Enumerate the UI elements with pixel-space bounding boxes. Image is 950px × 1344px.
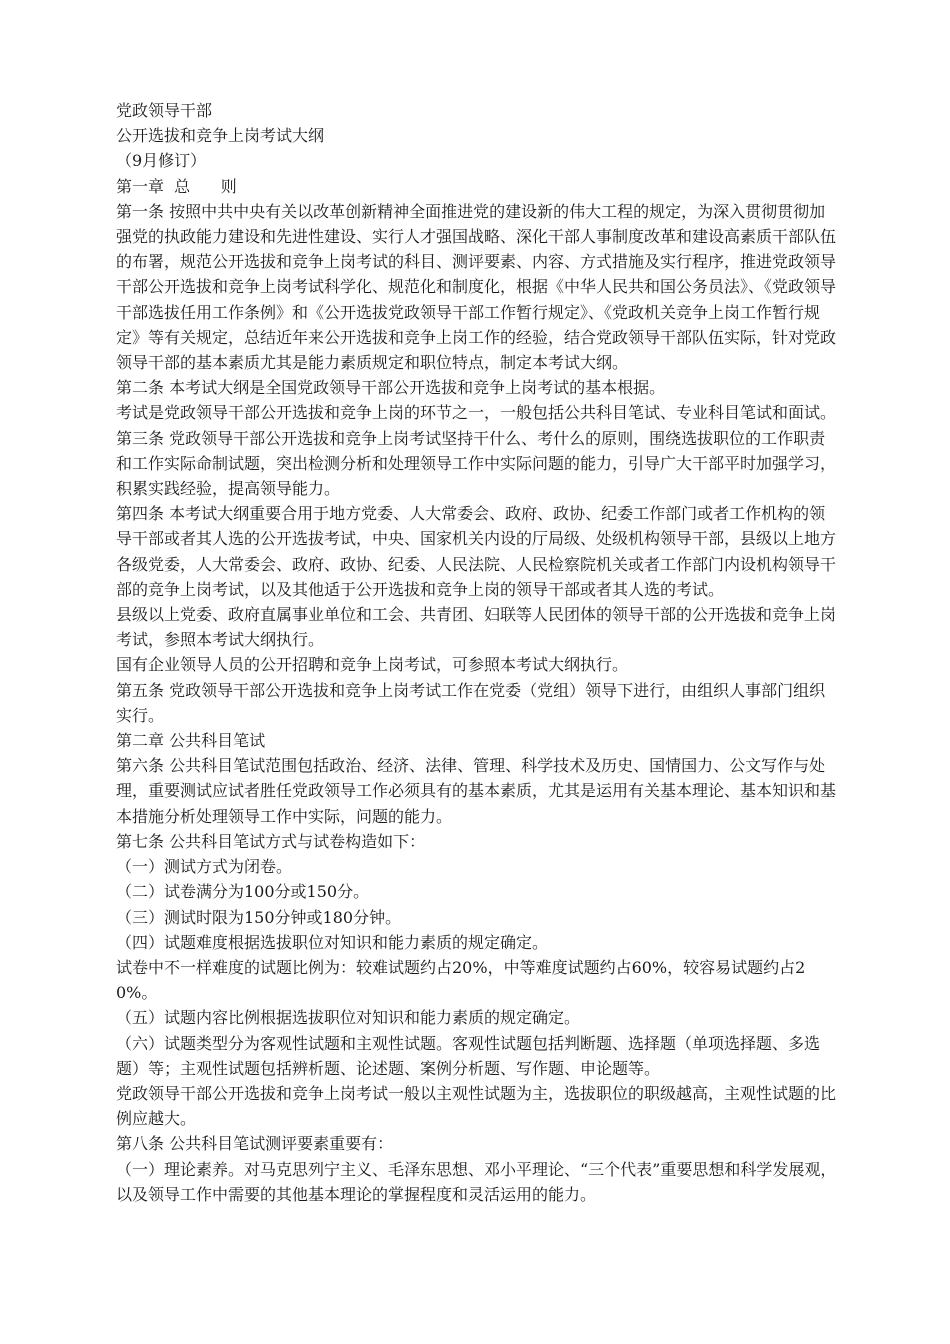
chapter-1-heading: 第一章 总 则 (116, 176, 237, 196)
document-revision-note: （9月修订） (116, 151, 207, 171)
paragraph-state-enterprise: 国有企业领导人员的公开招聘和竞争上岗考试，可参照本考试大纲执行。 (116, 655, 629, 675)
article-4: 第四条 本考试大纲重要合用于地方党委、人大常委会、政府、政协、纪委工作部门或者工作机构的领导干部或者其人选的公开选拔考试，中央、国家机关内设的厅局级、处级机构领导干部，县级以上地方各级党委，人大常委会、政府、政协、纪委、人民法院、人民检察院机关或者工作部门内设机构领导干部的竞争上岗考试，以及其他适于公开选拔和竞争上岗的领导干部或者其人选的考试。 (116, 504, 837, 599)
article-2: 第二条 本考试大纲是全国党政领导干部公开选拔和竞争上岗考试的基本根据。 (116, 378, 666, 398)
article-1: 第一条 按照中共中央有关以改革创新精神全面推进党的建设新的伟大工程的规定，为深入贯彻贯彻加强党的执政能力建设和先进性建设、实行人才强国战略、深化干部人事制度改革和建设高素质干部队伍的布署，规范公开选拔和竞争上岗考试的科目、测评要素、内容、方式措施及实行程序，推进党政领导干部公开选拔和竞争上岗考试科学化、规范化和制度化，根据《中华人民共和国公务员法》、《党政领导干部选拔任用工作条例》和《公开选拔党政领导干部工作暂行规定》、《党政机关竞争上岗工作暂行规定》等有关规定，总结近年来公开选拔和竞争上岗工作的经验，结合党政领导干部队伍实际，针对党政领导干部的基本素质尤其是能力素质规定和职位特点，制定本考试大纲。 (116, 201, 837, 373)
article-5: 第五条 党政领导干部公开选拔和竞争上岗考试工作在党委（党组）领导下进行，由组织人事部门组织实行。 (116, 680, 826, 725)
item-1-exam-method: （一）测试方式为闭卷。 (116, 857, 293, 877)
item-4-difficulty: （四）试题难度根据选拔职位对知识和能力素质的规定确定。 (116, 932, 549, 952)
paragraph-subjective-ratio: 党政领导干部公开选拔和竞争上岗考试一般以主观性试题为主，选拔职位的职级越高，主观性试题的比例应越大。 (116, 1083, 837, 1129)
paragraph-county-level: 县级以上党委、政府直属事业单位和工会、共青团、妇联等人民团体的领导干部的公开选拔和竞争上岗考试，参照本考试大纲执行。 (116, 605, 837, 650)
document-title-line-2: 公开选拔和竞争上岗考试大纲 (116, 126, 325, 146)
paragraph-difficulty-ratio: 试卷中不一样难度的试题比例为：较难试题约占20%，中等难度试题约占60%，较容易试题约占20%。 (116, 957, 806, 1003)
item-2-full-score: （二）试卷满分为100分或150分。 (116, 882, 370, 902)
item-1-theory: （一）理论素养。对马克思列宁主义、毛泽东思想、邓小平理论、“三个代表”重要思想和科学发展观，以及领导工作中需要的其他基本理论的掌握程度和灵活运用的能力。 (116, 1159, 837, 1204)
article-8: 第八条 公共科目笔试测评要素重要有： (116, 1134, 394, 1154)
article-6: 第六条 公共科目笔试范围包括政治、经济、法律、管理、科学技术及历史、国情国力、公文写作与处理，重要测试应试者胜任党政领导工作必须具有的基本素质，尤其是运用有关基本理论、基本知识和基本措施分析处理领导工作中实际，问题的能力。 (116, 756, 837, 826)
chapter-2-heading: 第二章 公共科目笔试 (116, 731, 266, 751)
document-title-line-1: 党政领导干部 (116, 101, 213, 120)
document-page (116, 98, 838, 1207)
article-3: 第三条 党政领导干部公开选拔和竞争上岗考试坚持干什么、考什么的原则，围绕选拔职位的工作职责和工作实际命制试题，突出检测分析和处理领导工作中实际问题的能力，引导广大干部平时加强学习，积累实践经验，提高领导能力。 (116, 428, 837, 499)
item-3-time-limit: （三）测试时限为150分钟或180分钟。 (116, 907, 402, 927)
article-7: 第七条 公共科目笔试方式与试卷构造如下： (116, 831, 426, 851)
paragraph-exam-components: 考试是党政领导干部公开选拔和竞争上岗的环节之一，一般包括公共科目笔试、专业科目笔试和面试。 (116, 403, 837, 423)
item-6-question-types: （六）试题类型分为客观性试题和主观性试题。客观性试题包括判断题、选择题（单项选择题、多选题）等；主观性试题包括辨析题、论述题、案例分析题、写作题、申论题等。 (116, 1033, 821, 1078)
item-5-content-ratio: （五）试题内容比例根据选拔职位对知识和能力素质的规定确定。 (116, 1008, 581, 1028)
